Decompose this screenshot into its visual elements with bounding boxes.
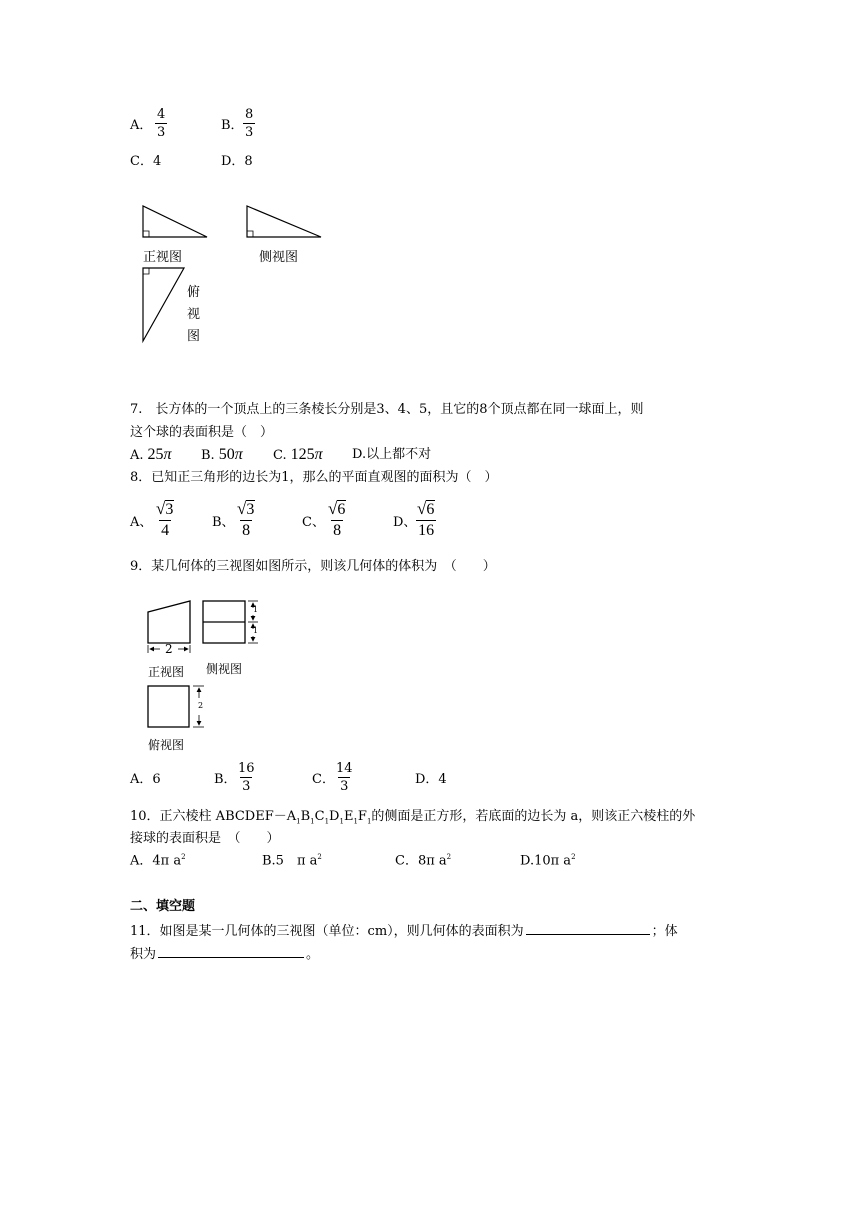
q11-volume-blank[interactable] [158, 945, 304, 958]
q7-stem-line2: 这个球的表面积是（ ） [130, 425, 274, 440]
q9-stem: 9．某几何体的三视图如图所示，则该几何体的体积为 （ ） [130, 559, 496, 574]
q9-option-b-fraction: $\frac{16}{3}$ [238, 761, 255, 794]
q7-stem-line1: 7. 长方体的一个顶点上的三条棱长分别是3、4、5，且它的8个顶点都在同一球面上，则 [130, 402, 644, 417]
q10-stem-line2: 接球的表面积是 （ ） [130, 831, 280, 846]
q9-option-b-label: B． [214, 772, 237, 787]
q8-option-a-fraction: √ 3 4 [156, 499, 174, 539]
q9-front-view [148, 601, 190, 643]
q10-option-d: D.10π $a^2$ [520, 853, 576, 869]
q8-option-b-label: B、 [212, 515, 235, 530]
q6-three-view-figure [0, 0, 860, 360]
q9-front-view-label: 正视图 [148, 665, 185, 679]
q11-surface-area-blank[interactable] [526, 922, 650, 935]
q6-top-view-label-1: 俯 [187, 285, 201, 300]
q7-option-a: A. 25π [130, 446, 172, 463]
q7-option-c: C. 125π [273, 446, 323, 463]
q7-option-d: D.以上都不对 [352, 447, 432, 462]
q9-option-d: D．4 [415, 772, 447, 787]
q6-side-view-label: 侧视图 [259, 250, 299, 265]
q9-side-view-label: 侧视图 [206, 662, 243, 676]
q11-stem-line1: 11．如图是某一几何体的三视图（单位：cm），则几何体的表面积为 ；体 [130, 924, 678, 939]
q6-front-view [143, 206, 207, 237]
q11-stem-line2: 积为 。 [130, 947, 320, 962]
q6-front-view-label: 正视图 [143, 250, 183, 265]
q9-side-dim-label-bottom: 1 [253, 626, 259, 635]
q7-option-b: B. 50π [201, 446, 243, 463]
q8-option-b-fraction: √ 3 8 [237, 499, 255, 539]
q9-top-dim-label: 2 [198, 701, 204, 710]
q6-option-d: D．8 [221, 154, 253, 169]
q10-option-b: B.5 π $a^2$ [262, 853, 322, 869]
q6-option-b-fraction: $\frac{8}{3}$ [245, 107, 254, 140]
q9-front-dim-label: 2 [165, 642, 173, 656]
q6-side-view [247, 206, 321, 237]
q9-top-view-label: 俯视图 [148, 738, 185, 752]
q9-side-dim-label-top: 1 [253, 605, 259, 614]
q6-top-view [143, 268, 184, 341]
section-2-heading: 二、填空题 [130, 899, 196, 914]
q8-option-c-fraction: √ 6 8 [328, 499, 346, 539]
q9-option-a: A．6 [130, 772, 161, 787]
q8-stem: 8．已知正三角形的边长为1，那么的平面直观图的面积为（ ） [130, 470, 498, 485]
q10-option-a: A．4π $a^2$ [130, 853, 186, 869]
q8-option-d-fraction: √ 6 16 [417, 499, 435, 539]
q8-option-c-label: C、 [302, 515, 325, 530]
q9-top-view [148, 686, 189, 727]
q6-top-view-label-2: 视 [187, 307, 201, 322]
q9-side-view [203, 601, 245, 643]
q8-option-a-label: A、 [130, 515, 153, 530]
q10-option-c: C．8π $a^2$ [395, 853, 452, 869]
q6-option-b-label: B． [221, 118, 244, 133]
q9-option-c-label: C． [312, 772, 335, 787]
q10-stem-line1: 10．正六棱柱 $ABCDEF-A_1B_1C_1D_1E_1F_1$的侧面是正方形，若底面的边长为 a，则该正六棱柱的外 [130, 809, 696, 826]
q9-option-c-fraction: $\frac{14}{3}$ [336, 761, 353, 794]
q6-option-a-label: A． [130, 118, 153, 133]
q8-option-d-label: D、 [393, 515, 417, 530]
q6-option-a-fraction: $\frac{4}{3}$ [157, 107, 166, 140]
q6-top-view-label-3: 图 [187, 329, 201, 344]
q6-option-c: C．4 [130, 154, 162, 169]
